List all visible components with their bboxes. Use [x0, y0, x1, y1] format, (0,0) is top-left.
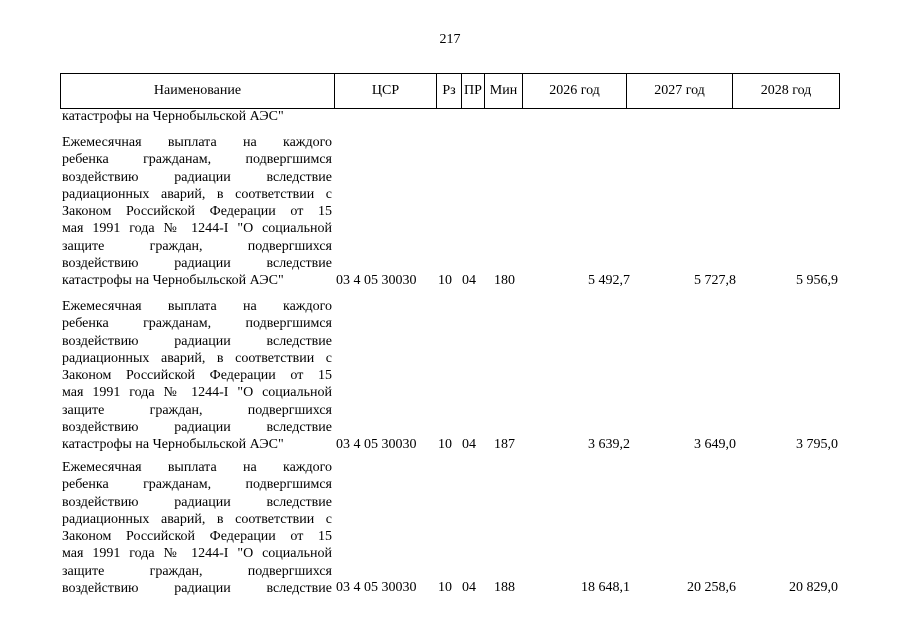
description-line: мая 1991 года № 1244-I "О социальной: [62, 546, 332, 562]
row-values: [62, 272, 842, 289]
row-description: [62, 298, 332, 454]
description-line: радиационных аварий, в соответствии с: [62, 511, 332, 527]
cell-pr: 04: [462, 272, 476, 288]
description-line: Законом Российской Федерации от 15: [62, 368, 332, 384]
cell-csr: 03 4 05 30030: [336, 580, 417, 596]
row-description: [62, 134, 332, 290]
description-line: воздействию радиации вследствие: [62, 581, 332, 597]
page-number: 217: [439, 32, 461, 47]
cell-2026: 5 492,7: [588, 272, 630, 288]
description-line: воздействию радиации вследствие: [62, 256, 332, 272]
header-2026: 2026 год: [523, 74, 627, 108]
cell-pr: 04: [462, 436, 476, 452]
row-values: [62, 436, 842, 453]
cell-2027: 3 649,0: [694, 436, 736, 452]
cell-rz: 10: [438, 272, 452, 288]
cell-pr: 04: [462, 580, 476, 596]
description-line: воздействию радиации вследствие: [62, 169, 332, 185]
description-line: защите граждан, подвергшихся: [62, 402, 332, 418]
cell-2028: 5 956,9: [796, 272, 838, 288]
cell-min: 180: [494, 272, 515, 288]
header-2028: 2028 год: [760, 83, 812, 98]
header-min: Мин: [485, 74, 523, 108]
cell-2026: 3 639,2: [588, 436, 630, 452]
description-line: катастрофы на Чернобыльской АЭС": [62, 437, 284, 453]
table-row: [62, 298, 842, 454]
table-header: [60, 73, 840, 109]
description-line: Законом Российской Федерации от 15: [62, 529, 332, 545]
cell-2027: 20 258,6: [687, 580, 736, 596]
header-rz: Рз: [437, 74, 462, 108]
description-line: ребенка гражданам, подвергшимся: [62, 152, 332, 168]
description-line: Законом Российской Федерации от 15: [62, 204, 332, 220]
description-line: радиационных аварий, в соответствии с: [62, 186, 332, 202]
cell-csr: 03 4 05 30030: [336, 436, 417, 452]
cell-min: 187: [494, 436, 515, 452]
description-line: Ежемесячная выплата на каждого: [62, 460, 332, 475]
description-line: воздействию радиации вследствие: [62, 333, 332, 349]
description-line: мая 1991 года № 1244-I "О социальной: [62, 385, 332, 401]
description-line: ребенка гражданам, подвергшимся: [62, 477, 332, 493]
description-line: радиационных аварий, в соответствии с: [62, 350, 332, 366]
description-line: защите граждан, подвергшихся: [62, 238, 332, 254]
row-values: [62, 580, 842, 597]
cell-csr: 03 4 05 30030: [336, 272, 417, 288]
row-description: [62, 459, 332, 597]
header-2027: 2027 год: [627, 74, 733, 108]
description-line: катастрофы на Чернобыльской АЭС": [62, 273, 284, 289]
table-row: [62, 134, 842, 290]
description-line: Ежемесячная выплата на каждого: [62, 135, 332, 150]
cell-rz: 10: [438, 580, 452, 596]
cell-2028: 3 795,0: [796, 436, 838, 452]
description-line: ребенка гражданам, подвергшимся: [62, 316, 332, 332]
cell-2028: 20 829,0: [789, 580, 838, 596]
header-pr: ПР: [462, 74, 485, 108]
cell-rz: 10: [438, 436, 452, 452]
description-line: воздействию радиации вследствие: [62, 494, 332, 510]
description-line: мая 1991 года № 1244-I "О социальной: [62, 221, 332, 237]
description-line: воздействию радиации вследствие: [62, 420, 332, 436]
table-row: [62, 459, 842, 597]
header-name: Наименование: [61, 74, 335, 108]
continuation-text: катастрофы на Чернобыльской АЭС": [62, 109, 284, 124]
description-line: защите граждан, подвергшихся: [62, 563, 332, 579]
description-line: Ежемесячная выплата на каждого: [62, 299, 332, 314]
header-csr: ЦСР: [335, 74, 437, 108]
cell-2026: 18 648,1: [581, 580, 630, 596]
cell-2027: 5 727,8: [694, 272, 736, 288]
cell-min: 188: [494, 580, 515, 596]
